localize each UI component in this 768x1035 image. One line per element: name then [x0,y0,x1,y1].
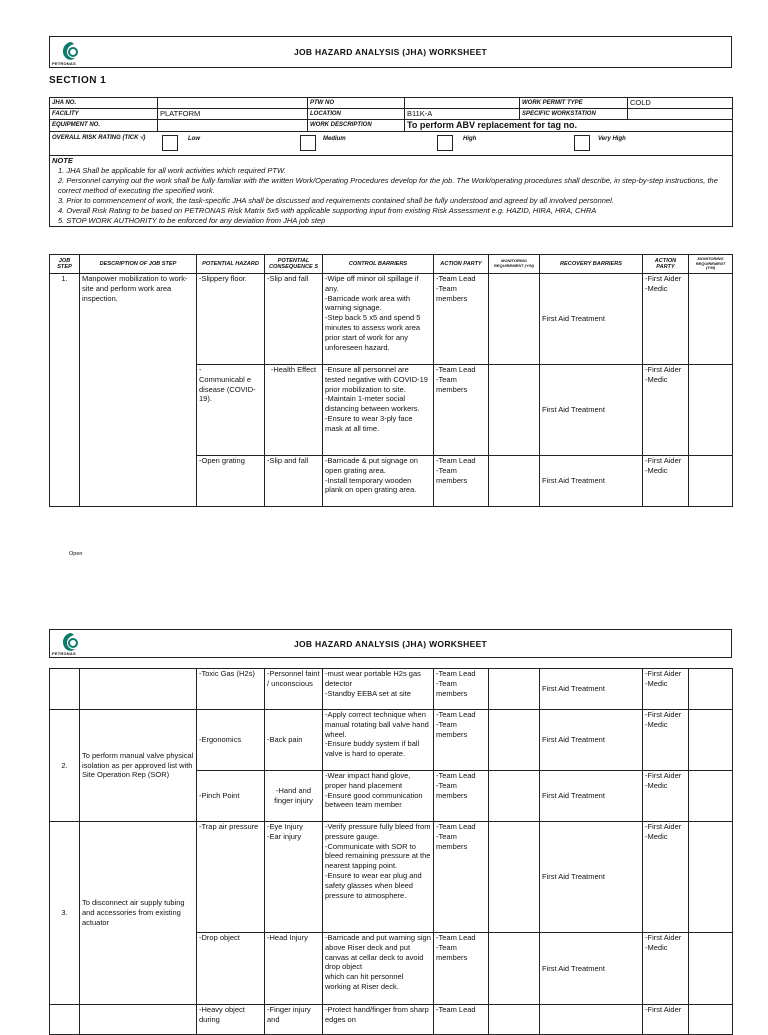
action-party-cell: -Team Lead -Team members [434,933,489,1005]
location-field[interactable]: B11K-A [405,109,520,120]
col-monitoring-2: MONITORING REQUIREMENT (Y/N) [689,255,733,274]
work-description-field[interactable]: To perform ABV replacement for tag no. [405,120,733,132]
col-consequence: POTENTIAL CONSEQUENCE S [265,255,323,274]
step-description: Manpower mobilization to work-site and perform work area inspection. [80,274,197,507]
hazard-cell: -Slippery floor. [197,274,265,365]
action-party-cell: -Team Lead -Team members [434,710,489,771]
jha-no-field[interactable] [158,98,308,109]
action-party-cell: -Team Lead -Team members [434,669,489,710]
note-item: 2. Personnel carrying out the work shall be fully familiar with the written Work/Operating Procedures develop for the job. The Work/operating procedures shall describe, in step-by-step instructions, the correct method of executing the specified work. [58,176,718,195]
step-number: 3. [50,822,80,1005]
risk-low-label: Low [188,136,200,142]
location-label: LOCATION [308,109,405,120]
equipment-no-label: EQUIPMENT NO. [50,120,158,132]
hazard-cell: - Communicabl e disease (COVID-19). [197,365,265,456]
control-cell: -Apply correct technique when manual rotating ball valve hand wheel. -Ensure buddy system if ball valve is hard to operate. [323,710,434,771]
control-cell: -must wear portable H2s gas detector -Standby EEBA set at site [323,669,434,710]
recovery-cell: First Aid Treatment [540,822,643,933]
action-party-2-cell: -First Aider [643,1005,689,1035]
monitoring-2-cell[interactable] [689,822,733,933]
control-cell: -Ensure all personnel are tested negative with COVID-19 prior mobilization to site. -Maintain 1-meter social distancing between workers. -Ensure to wear 3-ply face mask at all time. [323,365,434,456]
jha-steps-table-page2 [49,668,733,1035]
note-item: 1. JHA Shall be applicable for all work activities which required PTW. [58,166,286,175]
monitoring-2-cell[interactable] [689,456,733,507]
col-description: DESCRIPTION OF JOB STEP [80,255,197,274]
risk-medium-label: Medium [323,136,346,142]
consequence-cell: -Slip and fall [265,274,323,365]
col-job-step: JOB STEP [50,255,80,274]
page-footer-text: Open [69,551,83,557]
monitoring-2-cell[interactable] [689,933,733,1005]
action-party-cell: -Team Lead -Team members [434,274,489,365]
monitoring-2-cell[interactable] [689,365,733,456]
consequence-cell: -Slip and fall [265,456,323,507]
consequence-cell: -Health Effect [265,365,323,456]
risk-medium-checkbox[interactable] [300,135,316,151]
risk-high-label: High [463,136,477,142]
note-item: 4. Overall Risk Rating to be based on PETRONAS Risk Matrix 5x5 with applicable supporting input from existing Risk Assessment e.g. HAZID, HIRA, HRA, CHRA [58,206,597,215]
action-party-cell: -Team Lead -Team members [434,365,489,456]
monitoring-cell[interactable] [489,456,540,507]
monitoring-2-cell[interactable] [689,1005,733,1035]
col-action-party-2: ACTION PARTY [643,255,689,274]
consequence-cell: -Hand and finger injury [265,771,323,822]
hazard-cell: -Drop object [197,933,265,1005]
note-item: 5. STOP WORK AUTHORITY to be enforced for any deviation from JHA job step [58,216,326,225]
consequence-cell: -Finger injury and [265,1005,323,1035]
work-permit-type-label: WORK PERMIT TYPE [520,98,628,109]
action-party-2-cell: -First Aider -Medic [643,822,689,933]
col-control: CONTROL BARRIERS [323,255,434,274]
facility-field[interactable]: PLATFORM [158,109,308,120]
recovery-cell: First Aid Treatment [540,365,643,456]
risk-very-high-label: Very High [598,136,626,142]
step-description: To perform manual valve physical isolation as per approved list with Site Operation Rep (SOR) [80,710,197,822]
company-name: PETRONAS [52,651,76,656]
notes-heading: NOTE [52,156,73,165]
hazard-cell: -Heavy object during [197,1005,265,1035]
recovery-cell: First Aid Treatment [540,456,643,507]
recovery-cell: First Aid Treatment [540,274,643,365]
ptw-no-label: PTW NO [308,98,405,109]
risk-high-checkbox[interactable] [437,135,453,151]
control-cell: -Wipe off minor oil spillage if any. -Barricade work area with warning signage. -Step back 5 x5 and spend 5 minutes to assess work area prior start of work for any unforeseen hazard. [323,274,434,365]
jha-no-label: JHA NO. [50,98,158,109]
col-action-party: ACTION PARTY [434,255,489,274]
monitoring-cell[interactable] [489,365,540,456]
consequence-cell: -Head Injury [265,933,323,1005]
col-recovery: RECOVERY BARRIERS [540,255,643,274]
monitoring-2-cell[interactable] [689,771,733,822]
action-party-2-cell: -First Aider -Medic [643,274,689,365]
company-name: PETRONAS [52,61,76,66]
action-party-cell: -Team Lead [434,1005,489,1035]
jha-info-table [49,97,733,227]
step-number: 2. [50,710,80,822]
monitoring-cell[interactable] [489,771,540,822]
action-party-2-cell: -First Aider -Medic [643,365,689,456]
consequence-cell: -Personnel faint / unconscious [265,669,323,710]
step-description: To disconnect air supply tubing and accessories from existing actuator [80,822,197,1005]
action-party-2-cell: -First Aider -Medic [643,669,689,710]
monitoring-cell[interactable] [489,933,540,1005]
hazard-cell: -Toxic Gas (H2s) [197,669,265,710]
risk-low-checkbox[interactable] [162,135,178,151]
table-row [50,710,733,771]
monitoring-2-cell[interactable] [689,274,733,365]
recovery-cell: First Aid Treatment [540,710,643,771]
action-party-cell: -Team Lead -Team members [434,822,489,933]
equipment-no-field[interactable] [158,120,308,132]
step-number [50,669,80,710]
action-party-cell: -Team Lead -Team members [434,771,489,822]
col-monitoring: MONITORING REQUIREMENT (Y/N) [489,255,540,274]
consequence-cell: -Back pain [265,710,323,771]
monitoring-2-cell[interactable] [689,710,733,771]
action-party-2-cell: -First Aider -Medic [643,933,689,1005]
monitoring-cell[interactable] [489,710,540,771]
jha-steps-table-page1 [49,254,733,507]
action-party-2-cell: -First Aider -Medic [643,771,689,822]
action-party-2-cell: -First Aider -Medic [643,456,689,507]
ptw-no-field[interactable] [405,98,520,109]
table-header-row [50,255,733,274]
hazard-cell: -Pinch Point [197,771,265,822]
work-permit-type-field[interactable]: COLD [628,98,733,109]
hazard-cell: -Ergonomics [197,710,265,771]
table-row [50,1005,733,1035]
hazard-cell: -Trap air pressure [197,822,265,933]
recovery-cell: First Aid Treatment [540,669,643,710]
notes-block [50,156,733,227]
worksheet-title: JOB HAZARD ANALYSIS (JHA) WORKSHEET [293,639,488,649]
risk-rating-row [50,132,733,156]
worksheet-header [49,36,732,68]
overall-risk-label: OVERALL RISK RATING (TICK √) [52,135,146,141]
note-item: 3. Prior to commencement of work, the task-specific JHA shall be discussed and requirements contained shall be fully understood and agreed by all involved personnel. [58,196,614,205]
control-cell: -Protect hand/finger from sharp edges on [323,1005,434,1035]
monitoring-cell[interactable] [489,1005,540,1035]
step-number: 1. [50,274,80,507]
table-row [50,669,733,710]
action-party-cell: -Team Lead -Team members [434,456,489,507]
control-cell: -Barricade & put signage on open grating area. -Install temporary wooden plank on open grating area. [323,456,434,507]
hazard-cell: -Open grating [197,456,265,507]
facility-label: FACILITY [50,109,158,120]
recovery-cell [540,1005,643,1035]
step-description [80,1005,197,1035]
section-title: SECTION 1 [49,75,107,86]
consequence-cell: -Eye Injury -Ear injury [265,822,323,933]
recovery-cell: First Aid Treatment [540,933,643,1005]
table-row [50,274,733,365]
recovery-cell: First Aid Treatment [540,771,643,822]
action-party-2-cell: -First Aider -Medic [643,710,689,771]
step-number [50,1005,80,1035]
specific-workstation-field[interactable] [628,109,733,120]
monitoring-cell[interactable] [489,274,540,365]
step-description [80,669,197,710]
control-cell: -Wear impact hand glove, proper hand placement -Ensure good communication between team member [323,771,434,822]
col-hazard: POTENTIAL HAZARD [197,255,265,274]
worksheet-title: JOB HAZARD ANALYSIS (JHA) WORKSHEET [293,47,488,57]
control-cell: -Barricade and put warning sign above Riser deck and put canvas at cellar deck to avoid drop object which can hit personnel working at Riser deck. [323,933,434,1005]
monitoring-cell[interactable] [489,822,540,933]
monitoring-2-cell[interactable] [689,669,733,710]
work-description-label: WORK DESCRIPTION [308,120,405,132]
control-cell: -Verify pressure fully bleed from pressure gauge. -Communicate with SOR to bleed remaining pressure at the nearest tapping point. -Ensure to wear ear plug and safety glasses when bleed pressure to atmosphere. [323,822,434,933]
specific-workstation-label: SPECIFIC WORKSTATION [520,109,628,120]
risk-very-high-checkbox[interactable] [574,135,590,151]
monitoring-cell[interactable] [489,669,540,710]
table-row [50,822,733,933]
worksheet-header-page2 [49,629,732,658]
